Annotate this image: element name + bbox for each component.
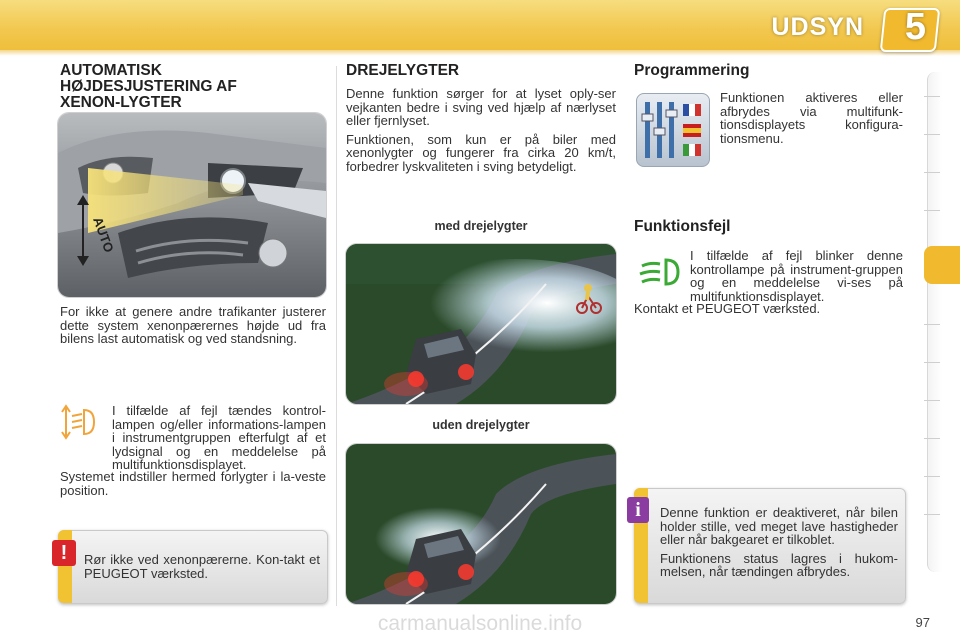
road-image-without-cornering [345, 443, 617, 605]
programming-text: Funktionen aktiveres eller afbrydes via multifunk-tionsdisplayets konfigura-tionsmenu. [720, 90, 903, 146]
tab-divider [924, 514, 940, 515]
tab-divider [924, 210, 940, 211]
page-number: 97 [915, 615, 930, 630]
info-text-block [660, 506, 898, 584]
leveling-fault-text-block [112, 404, 326, 477]
header-fade [0, 50, 960, 56]
settings-menu-icon [636, 93, 710, 167]
column-divider [336, 66, 337, 606]
leveling-fault-text: I tilfælde af fejl tændes kontrol-lampen og/eller informations-lampen i instrumentgruppen efterfulgt af et lydsignal og en meddelelse på multifunktionsdisplayet. [112, 403, 326, 472]
leveling-position-block [60, 470, 326, 502]
leveling-description [60, 305, 326, 351]
warning-icon: ! [52, 540, 76, 566]
info-p2: Funktionens status lagres i hukom-melsen, når tændingen afbrydes. [660, 550, 898, 579]
car-headlamp-image [57, 112, 327, 298]
caption-without-cornering: uden drejelygter [432, 418, 530, 432]
section-heading-xenon-leveling: AUTOMATISK HØJDESJUSTERING AF XENON-LYGTER [60, 62, 237, 111]
fault-text: I tilfælde af fejl blinker denne kontrollampe på instrument-gruppen og en meddelelse vi-ses på multifunktionsdisplayet. [690, 248, 903, 304]
headlamp-leveling-icon [60, 402, 96, 442]
leveling-body: For ikke at genere andre trafikanter justerer dette system xenonpærernes højde ud fra bilens last automatisk og ved standsning. [60, 304, 326, 346]
auto-label: AUTO [90, 214, 117, 255]
caption-with-cornering: med drejelygter [434, 219, 528, 233]
section-heading-fault: Funktionsfejl [634, 218, 731, 235]
tab-divider [924, 96, 940, 97]
chapter-number: 5 [904, 6, 926, 48]
cornering-p1: Denne funktion sørger for at lyset oply-ser vejkanten bedre i sving ved hjælp af nærlyset eller fjernlyset. [346, 86, 616, 128]
tab-divider [924, 438, 940, 439]
tab-divider [924, 400, 940, 401]
chapter-tab-active[interactable] [924, 246, 960, 284]
programming-text-block [720, 91, 903, 150]
cornering-p2: Funktionen, som kun er på biler med xenonlygter og fungerer fra cirka 20 km/t, forbedrer lyskvaliteten i sving betydeligt. [346, 131, 616, 174]
cornering-lamp-icon [636, 252, 680, 292]
contact-text: Kontakt et PEUGEOT værksted. [634, 301, 821, 316]
contact-text-block [634, 302, 904, 321]
tab-divider [924, 362, 940, 363]
warning-text: Rør ikke ved xenonpærerne. Kon-takt et PEUGEOT værksted. [84, 552, 320, 581]
info-icon: i [627, 497, 649, 523]
chapter-title: UDSYN [771, 13, 864, 41]
tab-divider [924, 476, 940, 477]
road-image-with-cornering [345, 243, 617, 405]
watermark: carmanualsonline.info [377, 612, 583, 635]
warning-text-block [84, 553, 320, 585]
tab-divider [924, 324, 940, 325]
info-p1: Denne funktion er deaktiveret, når bilen holder stille, ved meget lave hastigheder eller når bakgearet er tilkoblet. [660, 505, 898, 547]
tab-divider [924, 172, 940, 173]
section-heading-cornering: DREJELYGTER [346, 62, 460, 79]
section-heading-programming: Programmering [634, 62, 750, 79]
fault-text-block [690, 249, 903, 308]
chapter-tab-rail [927, 72, 942, 572]
tab-divider [924, 134, 940, 135]
leveling-position-text: Systemet indstiller hermed forlygter i la-veste position. [60, 469, 326, 498]
cornering-description [346, 87, 616, 178]
